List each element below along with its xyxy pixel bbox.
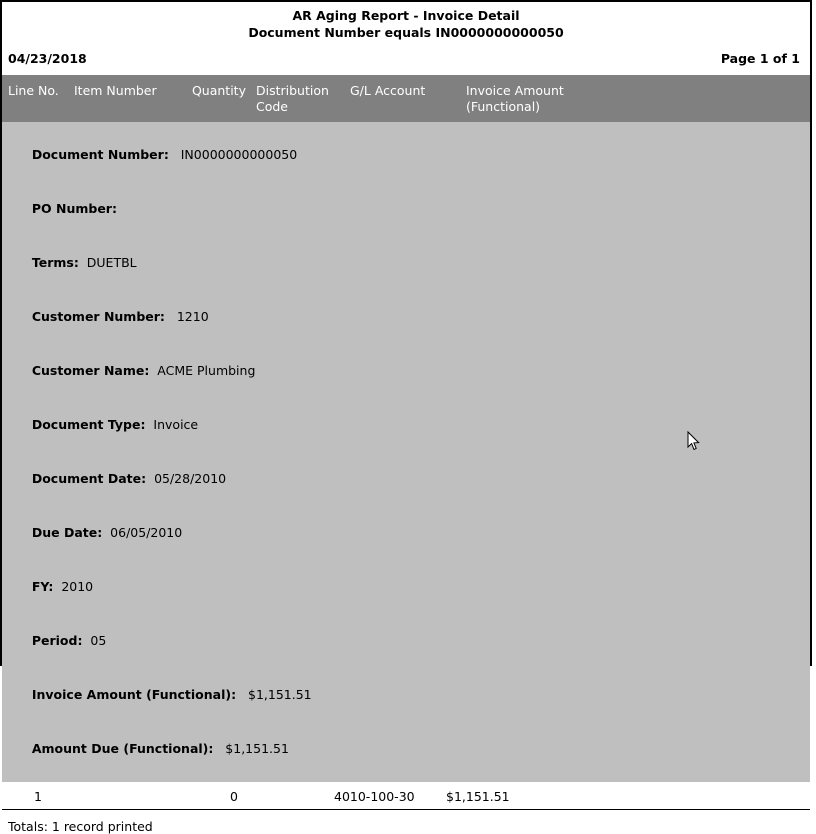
cell-quantity: 0 bbox=[230, 789, 238, 804]
detail-label: Document Number: bbox=[31, 147, 169, 162]
detail-line bbox=[8, 452, 810, 506]
detail-value: Invoice bbox=[153, 417, 199, 432]
column-header-gl-account bbox=[346, 83, 455, 99]
column-header-gl-account-label: G/L Account bbox=[350, 83, 426, 98]
column-header-distribution-code bbox=[248, 83, 346, 115]
detail-label: Customer Number: bbox=[31, 309, 165, 324]
table-header bbox=[2, 75, 810, 122]
column-header-invoice-amount bbox=[455, 83, 626, 115]
column-header-distribution-code-line2: Code bbox=[256, 99, 289, 114]
detail-line bbox=[8, 668, 810, 722]
column-header-line-no bbox=[2, 83, 74, 99]
detail-label: FY: bbox=[31, 579, 54, 594]
table-row bbox=[2, 782, 810, 810]
column-header-line-no-label: Line No. bbox=[8, 83, 59, 98]
report-subtitle: Document Number equals IN0000000000050 bbox=[248, 25, 564, 40]
detail-line bbox=[8, 344, 810, 398]
column-header-invoice-amount-line1: Invoice Amount bbox=[466, 83, 564, 98]
detail-line bbox=[8, 290, 810, 344]
report-date: 04/23/2018 bbox=[8, 51, 87, 66]
detail-label: Due Date: bbox=[31, 525, 103, 540]
detail-label: Document Date: bbox=[31, 471, 147, 486]
detail-line bbox=[8, 182, 810, 236]
detail-line bbox=[8, 614, 810, 668]
column-header-item-number bbox=[74, 83, 174, 99]
detail-label: Invoice Amount (Functional): bbox=[31, 687, 237, 702]
detail-line bbox=[8, 128, 810, 182]
cell-gl-account: 4010-100-30 bbox=[334, 789, 415, 804]
column-header-quantity-label: Quantity bbox=[191, 83, 246, 98]
detail-label: Document Type: bbox=[31, 417, 146, 432]
report-title: AR Aging Report - Invoice Detail bbox=[292, 8, 520, 23]
detail-line bbox=[8, 506, 810, 560]
detail-line bbox=[8, 560, 810, 614]
column-header-invoice-amount-line2: (Functional) bbox=[466, 99, 541, 114]
detail-value: $1,151.51 bbox=[225, 741, 289, 756]
detail-value: 06/05/2010 bbox=[110, 525, 183, 540]
page-indicator: Page 1 of 1 bbox=[720, 51, 800, 66]
detail-value: $1,151.51 bbox=[248, 687, 312, 702]
detail-label: PO Number: bbox=[31, 201, 117, 216]
document-detail-block bbox=[2, 122, 810, 782]
detail-value bbox=[117, 201, 129, 216]
detail-line bbox=[8, 722, 810, 776]
detail-line bbox=[8, 236, 810, 290]
column-header-item-number-label: Item Number bbox=[74, 83, 157, 98]
column-header-distribution-code-line1: Distribution bbox=[256, 83, 329, 98]
detail-label: Customer Name: bbox=[31, 363, 150, 378]
detail-value: 05 bbox=[90, 633, 107, 648]
column-header-quantity bbox=[174, 83, 248, 99]
detail-value: IN0000000000050 bbox=[180, 147, 298, 162]
detail-value: 2010 bbox=[61, 579, 94, 594]
detail-value: ACME Plumbing bbox=[157, 363, 256, 378]
detail-label: Terms: bbox=[31, 255, 79, 270]
detail-label: Period: bbox=[31, 633, 83, 648]
totals-line: Totals: 1 record printed bbox=[8, 819, 153, 834]
detail-value: DUETBL bbox=[86, 255, 137, 270]
detail-value: 1210 bbox=[176, 309, 209, 324]
cell-invoice-amount: $1,151.51 bbox=[446, 789, 510, 804]
detail-label: Amount Due (Functional): bbox=[31, 741, 214, 756]
detail-value: 05/28/2010 bbox=[154, 471, 227, 486]
report-meta-row bbox=[2, 41, 810, 66]
cell-line-no: 1 bbox=[34, 789, 42, 804]
detail-line bbox=[8, 398, 810, 452]
